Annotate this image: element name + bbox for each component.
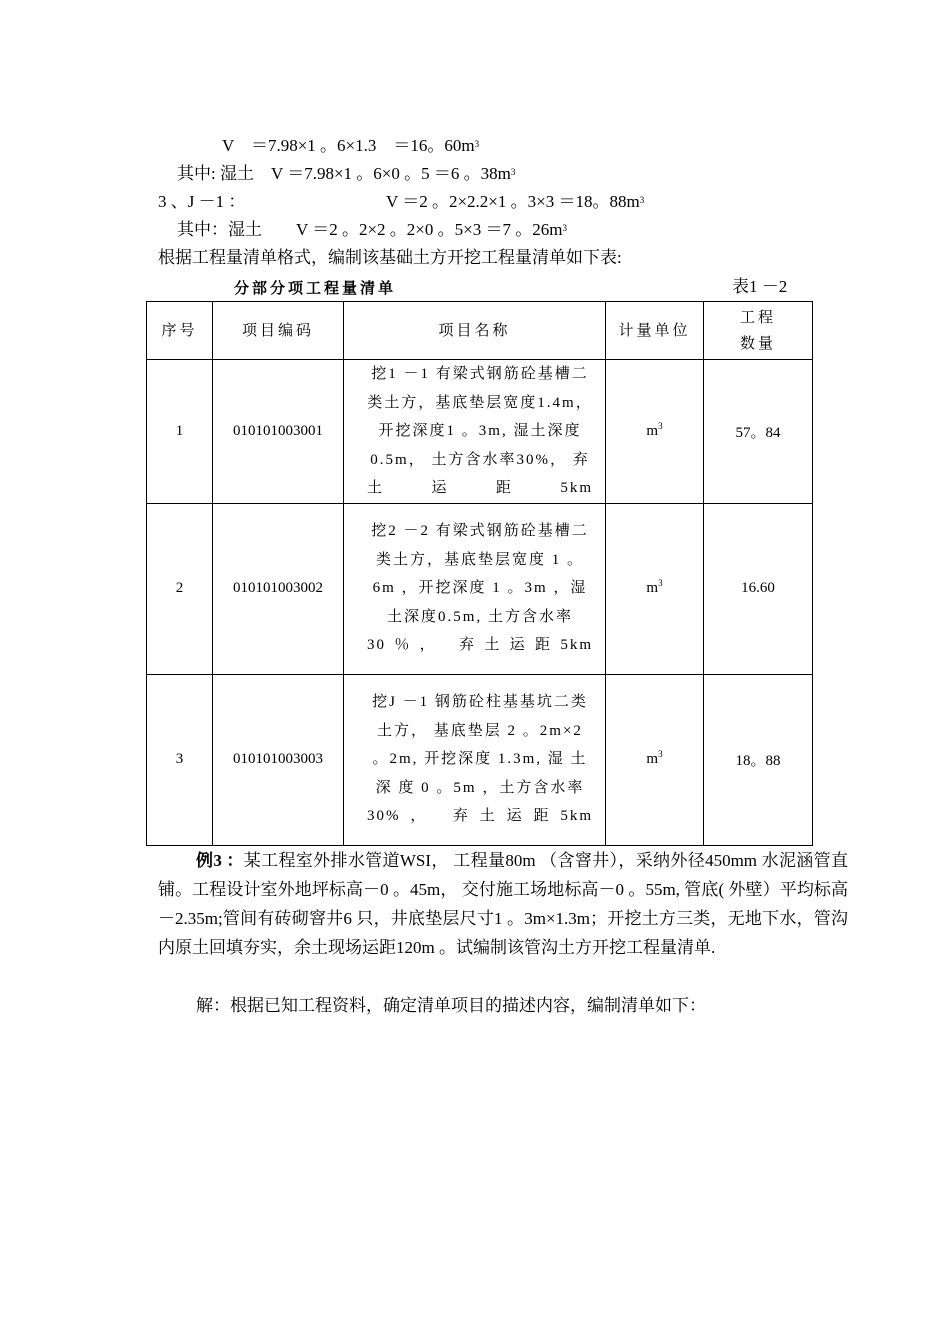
quantity-table: [146, 301, 813, 846]
row-code: 010101003002: [213, 503, 344, 674]
table-row: [147, 674, 813, 845]
intro-line: 根据工程量清单格式，编制该基础土方开挖工程量清单如下表:: [158, 248, 622, 267]
row-description: 挖J －1 钢筋砼柱基基坑二类土方， 基底垫层 2 。2m×2 。2m, 开挖深度 1.3m, 湿 土 深 度 0 。5m ，土方含水率30%， 弃土运距5km: [344, 674, 606, 845]
row-unit: $m^3$: [606, 360, 704, 504]
row-code: 010101003001: [213, 360, 344, 504]
row-code: 010101003003: [213, 674, 344, 845]
example-label: 例3 ：: [196, 851, 244, 870]
row-unit: $m^3$: [606, 503, 704, 674]
table-row: [147, 503, 813, 674]
row-seq: 2: [147, 503, 213, 674]
row-seq: 1: [147, 360, 213, 504]
header-name: 项目名称: [344, 302, 606, 360]
calc-line-3-label: 3 、J －1 ：: [158, 192, 246, 211]
header-seq: 序号: [147, 302, 213, 360]
header-qty: 工程数量: [704, 302, 813, 360]
row-quantity: 16.60: [704, 503, 813, 674]
example-text: 某工程室外排水管道WSI， 工程量80m （含窨井），采纳外径450mm 水泥涵管直铺。工程设计室外地坪标高－0 。45m， 交付施工场地标高－0 。55m, 管底( 外壁）平均标高－2.35m;管间有砖砌窨井6 只，井底垫层尺寸1 。3m×1.3m；开挖土方三类，无地下水，管沟内原土回填夯实，余土现场运距120m 。试编制该管沟土方开挖工程量清单.: [158, 851, 848, 957]
table-caption: 分部分项工程量清单: [234, 281, 397, 297]
row-quantity: 57。84: [704, 360, 813, 504]
row-description: 挖1 －1 有梁式钢筋砼基槽二类土方，基底垫层宽度1.4m，开挖深度1 。3m, 湿土深度0.5m， 土方含水率30%， 弃土运距5km: [344, 360, 606, 504]
row-unit: $m^3$: [606, 674, 704, 845]
calc-line-2: 其中: 湿土 V ＝7.98×1 。6×0 。5 ＝6 。$38m^3$: [177, 164, 516, 183]
table-header-row: [147, 302, 813, 360]
solution-line: 解：根据已知工程资料，确定清单项目的描述内容，编制清单如下：: [196, 996, 706, 1015]
header-unit: 计量单位: [606, 302, 704, 360]
calc-line-1: V ＝7.98×1 。6×1.3 ＝16。$60m^3$: [222, 136, 480, 155]
row-seq: 3: [147, 674, 213, 845]
header-code: 项目编码: [213, 302, 344, 360]
calc-line-3-formula: V ＝2 。2×2.2×1 。3×3 ＝18。$88m^3$: [386, 192, 645, 211]
calc-line-4: 其中：湿土 V ＝2 。2×2 。2×0 。5×3 ＝7 。$26m^3$: [177, 220, 567, 239]
table-number: 表1 －2: [732, 277, 788, 296]
row-description: 挖2 －2 有梁式钢筋砼基槽二类土方，基底垫层宽度 1 。6m ，开挖深度 1 。3m ，湿土深度0.5m, 土方含水率30％， 弃土运距5km: [344, 503, 606, 674]
row-quantity: 18。88: [704, 674, 813, 845]
table-row: [147, 360, 813, 504]
example-paragraph: [158, 846, 848, 962]
